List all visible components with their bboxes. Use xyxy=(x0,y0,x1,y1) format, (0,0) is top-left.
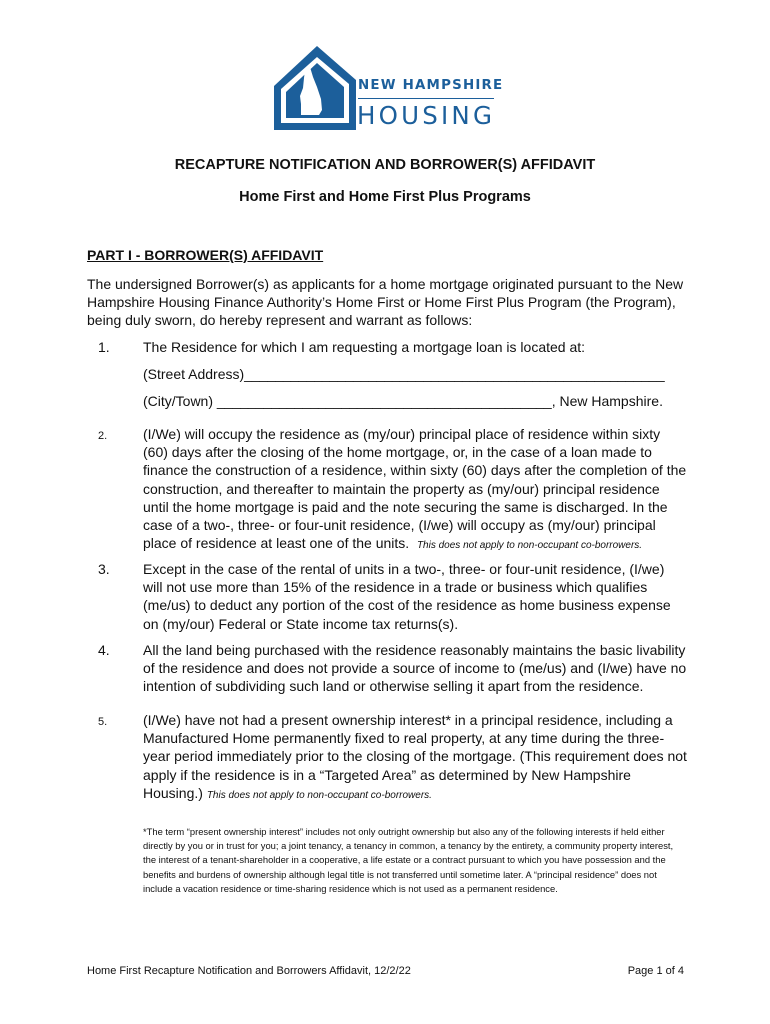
item-text: All the land being purchased with the residence reasonably maintains the basic livability of the residence and does not provide a source of income to (me/us) and (I/we) have no intention of subdividing such land or otherwise selling it apart from the residence. xyxy=(143,642,687,695)
item-text: (I/We) have not had a present ownership interest* in a principal residence, including a Manufactured Home permanently fixed to real property, at any time during the three-year period immediately prior to the closing of the mortgage. (This requirement does not apply if the residence is in a “Targeted Area” as determined by New Hampshire Housing.) xyxy=(143,712,687,801)
footer-document-info: Home First Recapture Notification and Borrowers Affidavit, 12/2/22 xyxy=(87,965,411,977)
logo-text-line1: NEW HAMPSHIRE xyxy=(358,78,504,93)
street-address-line: (Street Address)______________________________________________________ xyxy=(143,366,665,383)
item-number: 1. xyxy=(98,339,110,355)
document-title: RECAPTURE NOTIFICATION AND BORROWER(S) AFFIDAVIT xyxy=(174,157,596,173)
document-subtitle: Home First and Home First Plus Programs xyxy=(239,189,531,205)
part-heading: PART I - BORROWER(S) AFFIDAVIT xyxy=(87,247,324,263)
city-town-line: (City/Town) ___________________________________________, New Hampshire. xyxy=(143,393,663,410)
logo-text-line2: HOUSING xyxy=(357,101,496,130)
item-number: 4. xyxy=(98,642,110,658)
logo-divider xyxy=(358,98,494,99)
nh-housing-logo xyxy=(274,44,504,134)
item-note: This does not apply to non-occupant co-borrowers. xyxy=(206,789,432,801)
item-note: This does not apply to non-occupant co-borrowers. xyxy=(416,540,643,552)
item-number: 2. xyxy=(98,430,108,442)
footer-page-number: Page 1 of 4 xyxy=(627,965,684,977)
house-state-outline-icon xyxy=(274,44,356,134)
item-number: 5. xyxy=(98,716,108,728)
item-number: 3. xyxy=(98,561,110,577)
intro-paragraph: The undersigned Borrower(s) as applicants for a home mortgage originated pursuant to the New Hampshire Housing Finance Authority’s Home First or Home First Plus Program (the Program), being duly sworn, do hereby represent and warrant as follows: xyxy=(87,276,684,329)
item-text: (I/We) will occupy the residence as (my/our) principal place of residence within sixty (60) days after the closing of the home mortgage, or, in the case of a loan made to finance the construction of a residence, within sixty (60) days after the completion of the construction, and thereafter to maintain the property as (my/our) principal residence until the home mortgage is paid and the note securing the same is discharged. In the case of a two-, three- or four-unit residence, (I/we) will occupy as (my/our) principal place of residence at least one of the units. xyxy=(143,426,687,552)
item-text: The Residence for which I am requesting a mortgage loan is located at: xyxy=(143,339,586,355)
footnote: *The term “present ownership interest” includes not only outright ownership but also any of the following interests if held either directly by you or in trust for you; a joint tenancy, a tenancy in common, a tenancy by the entirety, a community property interest, the interest of a tenant-shareholder in a cooperative, a life estate or a contract pursuant to which you have possession and the benefits and burdens of ownership although legal title is not transferred until sometime later. A “principal residence” does not include a vacation residence or time-sharing residence which is not used as a permanent residence. xyxy=(143,826,674,894)
item-text: Except in the case of the rental of units in a two-, three- or four-unit residence, (I/we) will not use more than 15% of the residence in a trade or business which qualifies (me/us) to deduct any portion of the cost of the residence as home business expense on (my/our) Federal or State income tax returns(s). xyxy=(143,561,671,632)
